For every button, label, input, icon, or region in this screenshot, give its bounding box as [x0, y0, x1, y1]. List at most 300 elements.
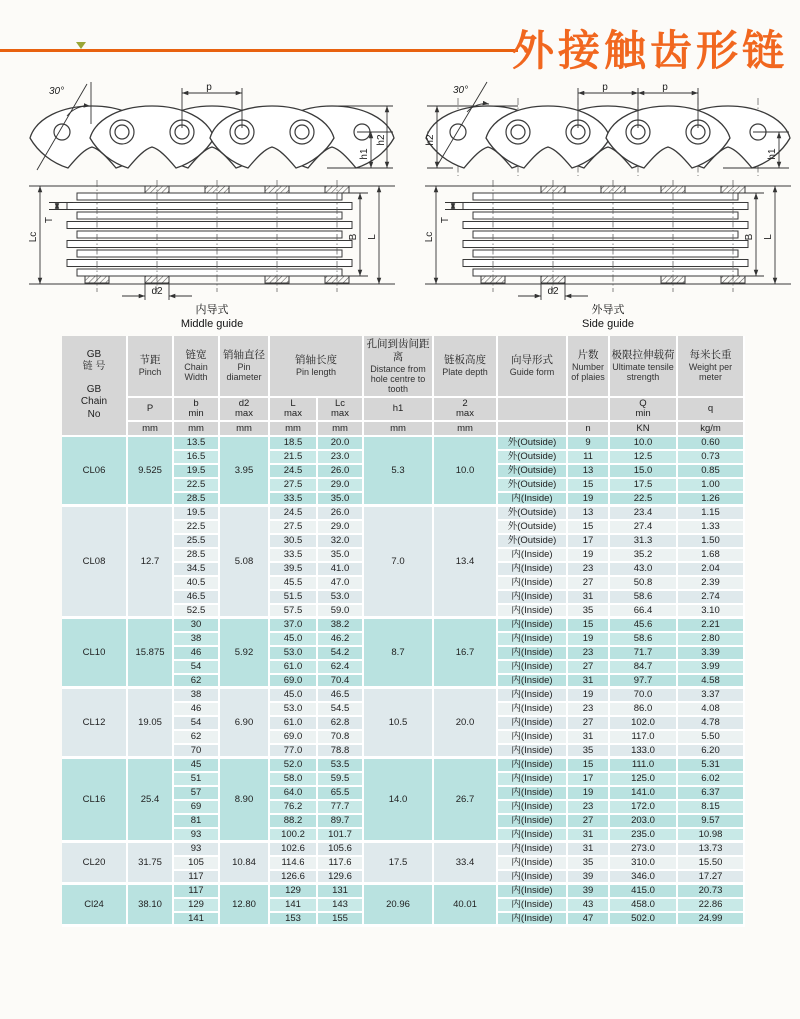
tensile-strength-cell: 58.6: [610, 591, 678, 605]
guide-form-cell: 内(Inside): [498, 563, 568, 577]
caption-en: Side guide: [582, 317, 634, 330]
width-cell: 51: [174, 773, 220, 787]
width-cell: 62: [174, 675, 220, 689]
gb-line: GB: [86, 383, 102, 395]
weight-cell: 2.39: [678, 577, 745, 591]
col-header-strength: 极限拉伸载荷 Ultimate tensile strength: [610, 336, 678, 398]
unit-Lc: mm: [318, 422, 364, 437]
width-cell: 13.5: [174, 437, 220, 451]
pin-diameter-cell: 5.92: [220, 619, 270, 689]
guide-form-cell: 内(Inside): [498, 885, 568, 899]
pin-diameter-cell: 12.80: [220, 885, 270, 927]
pin-length-L-cell: 45.5: [270, 577, 318, 591]
pin-length-Lc-cell: 143: [318, 899, 364, 913]
pin-length-L-cell: 33.5: [270, 549, 318, 563]
width-cell: 93: [174, 829, 220, 843]
weight-cell: 2.80: [678, 633, 745, 647]
weight-cell: 3.99: [678, 661, 745, 675]
weight-cell: 4.08: [678, 703, 745, 717]
tensile-strength-cell: 172.0: [610, 801, 678, 815]
symbol-Lc: Lc max: [318, 398, 364, 422]
width-cell: 141: [174, 913, 220, 927]
pin-length-L-cell: 141: [270, 899, 318, 913]
pin-length-L-cell: 69.0: [270, 731, 318, 745]
plate-count-cell: 35: [568, 745, 610, 759]
weight-cell: 3.39: [678, 647, 745, 661]
pin-length-L-cell: 126.6: [270, 871, 318, 885]
guide-form-cell: 内(Inside): [498, 605, 568, 619]
pin-length-Lc-cell: 53.0: [318, 591, 364, 605]
symbol-plate-depth: 2 max: [434, 398, 498, 422]
pin-length-Lc-cell: 131: [318, 885, 364, 899]
tensile-strength-cell: 235.0: [610, 829, 678, 843]
symbol-L: L max: [270, 398, 318, 422]
tensile-strength-cell: 12.5: [610, 451, 678, 465]
pin-length-Lc-cell: 117.6: [318, 857, 364, 871]
chain-spec-table: [62, 336, 745, 927]
width-cell: 30: [174, 619, 220, 633]
unit-strength: KN: [610, 422, 678, 437]
plate-count-cell: 11: [568, 451, 610, 465]
pin-length-Lc-cell: 70.8: [318, 731, 364, 745]
width-cell: 38: [174, 689, 220, 703]
tensile-strength-cell: 84.7: [610, 661, 678, 675]
pin-diameter-cell: 5.08: [220, 507, 270, 619]
plate-depth-cell: 20.0: [434, 689, 498, 759]
pin-length-L-cell: 61.0: [270, 661, 318, 675]
pin-length-L-cell: 88.2: [270, 815, 318, 829]
symbol-weight: q: [678, 398, 745, 422]
plate-count-cell: 9: [568, 437, 610, 451]
weight-cell: 22.86: [678, 899, 745, 913]
guide-form-cell: 内(Inside): [498, 871, 568, 885]
tensile-strength-cell: 70.0: [610, 689, 678, 703]
plate-count-cell: 19: [568, 689, 610, 703]
pin-length-L-cell: 18.5: [270, 437, 318, 451]
symbol-pin-diameter: d2 max: [220, 398, 270, 422]
weight-cell: 17.27: [678, 871, 745, 885]
h1-cell: 14.0: [364, 759, 434, 843]
pin-length-Lc-cell: 20.0: [318, 437, 364, 451]
guide-form-cell: 内(Inside): [498, 913, 568, 927]
pin-length-L-cell: 27.5: [270, 521, 318, 535]
pin-length-L-cell: 153: [270, 913, 318, 927]
pin-length-L-cell: 30.5: [270, 535, 318, 549]
weight-cell: 0.73: [678, 451, 745, 465]
guide-form-cell: 内(Inside): [498, 619, 568, 633]
chain-profile-drawing-left: [26, 80, 398, 180]
guide-form-cell: 外(Outside): [498, 437, 568, 451]
pin-length-L-cell: 52.0: [270, 759, 318, 773]
pin-length-L-cell: 100.2: [270, 829, 318, 843]
pin-length-Lc-cell: 78.8: [318, 745, 364, 759]
table-header: [62, 336, 745, 437]
dim-l-label: L: [763, 234, 774, 240]
tensile-strength-cell: 15.0: [610, 465, 678, 479]
chain-no-cell: CL10: [62, 619, 128, 689]
symbol-width: b min: [174, 398, 220, 422]
pitch-cell: 12.7: [128, 507, 174, 619]
weight-cell: 15.50: [678, 857, 745, 871]
plate-count-cell: 19: [568, 633, 610, 647]
plate-count-cell: 27: [568, 717, 610, 731]
plate-count-cell: 19: [568, 787, 610, 801]
col-header-gb: [62, 336, 128, 437]
diagram-middle-guide: [26, 80, 398, 332]
guide-form-cell: 内(Inside): [498, 675, 568, 689]
unit-weight: kg/m: [678, 422, 745, 437]
plate-count-cell: 47: [568, 913, 610, 927]
table-row: [62, 759, 745, 773]
width-cell: 54: [174, 661, 220, 675]
tensile-strength-cell: 203.0: [610, 815, 678, 829]
caption-middle-guide: [26, 304, 398, 332]
pin-length-Lc-cell: 29.0: [318, 479, 364, 493]
width-cell: 40.5: [174, 577, 220, 591]
pitch-cell: 25.4: [128, 759, 174, 843]
plate-count-cell: 23: [568, 563, 610, 577]
plate-count-cell: 31: [568, 829, 610, 843]
tensile-strength-cell: 415.0: [610, 885, 678, 899]
plate-count-cell: 35: [568, 605, 610, 619]
weight-cell: 20.73: [678, 885, 745, 899]
pin-length-Lc-cell: 35.0: [318, 493, 364, 507]
pin-length-L-cell: 57.5: [270, 605, 318, 619]
pin-diameter-cell: 3.95: [220, 437, 270, 507]
h1-cell: 20.96: [364, 885, 434, 927]
pin-length-Lc-cell: 89.7: [318, 815, 364, 829]
table-row: [62, 689, 745, 703]
pin-length-Lc-cell: 46.5: [318, 689, 364, 703]
pitch-cell: 19.05: [128, 689, 174, 759]
pin-length-L-cell: 33.5: [270, 493, 318, 507]
width-cell: 57: [174, 787, 220, 801]
caption-side-guide: [422, 304, 794, 332]
plate-count-cell: 15: [568, 521, 610, 535]
col-header-guide-form: 向导形式 Guide form: [498, 336, 568, 398]
dim-p-label: p: [662, 82, 668, 93]
plate-count-cell: 23: [568, 801, 610, 815]
spec-table-section: [0, 332, 800, 927]
table-row: [62, 437, 745, 451]
width-cell: 105: [174, 857, 220, 871]
pin-length-Lc-cell: 59.0: [318, 605, 364, 619]
pin-diameter-cell: 8.90: [220, 759, 270, 843]
pin-length-L-cell: 61.0: [270, 717, 318, 731]
pitch-cell: 31.75: [128, 843, 174, 885]
width-cell: 38: [174, 633, 220, 647]
small-green-arrow-icon: [76, 42, 86, 49]
pin-length-Lc-cell: 23.0: [318, 451, 364, 465]
plate-count-cell: 27: [568, 661, 610, 675]
tensile-strength-cell: 502.0: [610, 913, 678, 927]
plate-depth-cell: 16.7: [434, 619, 498, 689]
plate-count-cell: 15: [568, 759, 610, 773]
guide-form-cell: 内(Inside): [498, 591, 568, 605]
pin-length-Lc-cell: 46.2: [318, 633, 364, 647]
tensile-strength-cell: 23.4: [610, 507, 678, 521]
weight-cell: 5.50: [678, 731, 745, 745]
dim-h1-label: h1: [767, 148, 778, 160]
width-cell: 70: [174, 745, 220, 759]
tensile-strength-cell: 45.6: [610, 619, 678, 633]
guide-form-cell: 内(Inside): [498, 633, 568, 647]
chain-plan-drawing-right: [422, 180, 794, 302]
gb-line: No: [87, 408, 101, 420]
width-cell: 45: [174, 759, 220, 773]
weight-cell: 1.15: [678, 507, 745, 521]
plate-count-cell: 39: [568, 871, 610, 885]
pin-length-L-cell: 24.5: [270, 465, 318, 479]
plate-count-cell: 31: [568, 675, 610, 689]
width-cell: 16.5: [174, 451, 220, 465]
chain-no-cell: CL06: [62, 437, 128, 507]
chain-profile-drawing-right: [422, 80, 794, 180]
table-row: [62, 507, 745, 521]
tensile-strength-cell: 22.5: [610, 493, 678, 507]
chain-plan-drawing-left: [26, 180, 398, 302]
guide-form-cell: 内(Inside): [498, 787, 568, 801]
col-header-weight: 每米长重 Weight per meter: [678, 336, 745, 398]
chain-no-cell: CL16: [62, 759, 128, 843]
pin-length-Lc-cell: 35.0: [318, 549, 364, 563]
plate-count-cell: 31: [568, 843, 610, 857]
plate-count-cell: 23: [568, 647, 610, 661]
pin-length-L-cell: 45.0: [270, 633, 318, 647]
guide-form-cell: 内(Inside): [498, 577, 568, 591]
unit-plates: n: [568, 422, 610, 437]
tensile-strength-cell: 125.0: [610, 773, 678, 787]
tensile-strength-cell: 117.0: [610, 731, 678, 745]
plate-count-cell: 23: [568, 703, 610, 717]
dim-p-label: p: [206, 82, 212, 93]
weight-cell: 10.98: [678, 829, 745, 843]
weight-cell: 4.58: [678, 675, 745, 689]
weight-cell: 3.37: [678, 689, 745, 703]
col-header-pitch: 节距 Pinch: [128, 336, 174, 398]
dim-d2-label: d2: [547, 286, 559, 297]
unit-h1: mm: [364, 422, 434, 437]
weight-cell: 1.50: [678, 535, 745, 549]
pin-length-Lc-cell: 54.2: [318, 647, 364, 661]
h1-cell: 8.7: [364, 619, 434, 689]
width-cell: 19.5: [174, 507, 220, 521]
guide-form-cell: 外(Outside): [498, 451, 568, 465]
width-cell: 117: [174, 885, 220, 899]
guide-form-cell: 内(Inside): [498, 773, 568, 787]
weight-cell: 1.00: [678, 479, 745, 493]
pin-length-Lc-cell: 62.8: [318, 717, 364, 731]
pin-length-L-cell: 53.0: [270, 703, 318, 717]
plate-count-cell: 35: [568, 857, 610, 871]
pin-diameter-cell: 10.84: [220, 843, 270, 885]
width-cell: 28.5: [174, 493, 220, 507]
guide-form-cell: 外(Outside): [498, 507, 568, 521]
weight-cell: 9.57: [678, 815, 745, 829]
h1-cell: 10.5: [364, 689, 434, 759]
weight-cell: 2.21: [678, 619, 745, 633]
guide-form-cell: 内(Inside): [498, 647, 568, 661]
pin-length-L-cell: 64.0: [270, 787, 318, 801]
plate-count-cell: 17: [568, 535, 610, 549]
pin-length-L-cell: 58.0: [270, 773, 318, 787]
table-row: [62, 843, 745, 857]
page-title: 外接触齿形链: [511, 27, 788, 74]
dim-b-label: B: [744, 233, 755, 241]
tensile-strength-cell: 35.2: [610, 549, 678, 563]
pin-length-L-cell: 39.5: [270, 563, 318, 577]
width-cell: 54: [174, 717, 220, 731]
dim-lc-label: Lc: [28, 231, 39, 243]
tensile-strength-cell: 102.0: [610, 717, 678, 731]
weight-cell: 2.04: [678, 563, 745, 577]
unit-pin-diameter: mm: [220, 422, 270, 437]
tensile-strength-cell: 58.6: [610, 633, 678, 647]
dim-l-label: L: [367, 234, 378, 240]
width-cell: 34.5: [174, 563, 220, 577]
guide-form-cell: 内(Inside): [498, 843, 568, 857]
dim-b-label: B: [348, 233, 359, 241]
pin-length-L-cell: 77.0: [270, 745, 318, 759]
col-header-plate-depth: 链板高度 Plate depth: [434, 336, 498, 398]
unit-width: mm: [174, 422, 220, 437]
plate-count-cell: 17: [568, 773, 610, 787]
plate-count-cell: 31: [568, 731, 610, 745]
plate-count-cell: 15: [568, 479, 610, 493]
pitch-cell: 38.10: [128, 885, 174, 927]
width-cell: 81: [174, 815, 220, 829]
col-header-pin-diameter: 销轴直径 Pin diameter: [220, 336, 270, 398]
symbol-h1: h1: [364, 398, 434, 422]
width-cell: 22.5: [174, 521, 220, 535]
plate-count-cell: 31: [568, 591, 610, 605]
weight-cell: 1.33: [678, 521, 745, 535]
gb-line: Chain: [80, 396, 108, 408]
pin-length-Lc-cell: 59.5: [318, 773, 364, 787]
weight-cell: 6.37: [678, 787, 745, 801]
plate-count-cell: 13: [568, 507, 610, 521]
pin-length-Lc-cell: 77.7: [318, 801, 364, 815]
pin-length-Lc-cell: 38.2: [318, 619, 364, 633]
guide-form-cell: 内(Inside): [498, 759, 568, 773]
pin-length-L-cell: 45.0: [270, 689, 318, 703]
tensile-strength-cell: 111.0: [610, 759, 678, 773]
dim-angle-label: 30°: [453, 85, 469, 96]
weight-cell: 0.85: [678, 465, 745, 479]
weight-cell: 13.73: [678, 843, 745, 857]
guide-form-cell: 内(Inside): [498, 745, 568, 759]
pin-length-L-cell: 76.2: [270, 801, 318, 815]
pin-length-L-cell: 69.0: [270, 675, 318, 689]
tensile-strength-cell: 141.0: [610, 787, 678, 801]
plate-count-cell: 19: [568, 493, 610, 507]
unit-L: mm: [270, 422, 318, 437]
pin-length-L-cell: 53.0: [270, 647, 318, 661]
symbol-plates: [568, 398, 610, 422]
pin-length-Lc-cell: 62.4: [318, 661, 364, 675]
pin-length-Lc-cell: 155: [318, 913, 364, 927]
pitch-cell: 15.875: [128, 619, 174, 689]
pin-length-L-cell: 37.0: [270, 619, 318, 633]
plate-count-cell: 39: [568, 885, 610, 899]
weight-cell: 6.02: [678, 773, 745, 787]
pin-length-Lc-cell: 105.6: [318, 843, 364, 857]
weight-cell: 5.31: [678, 759, 745, 773]
chain-no-cell: CL20: [62, 843, 128, 885]
weight-cell: 3.10: [678, 605, 745, 619]
table-row: [62, 885, 745, 899]
width-cell: 129: [174, 899, 220, 913]
pin-length-Lc-cell: 53.5: [318, 759, 364, 773]
pin-length-L-cell: 24.5: [270, 507, 318, 521]
gb-line: GB: [86, 348, 102, 360]
guide-form-cell: 外(Outside): [498, 465, 568, 479]
plate-count-cell: 19: [568, 549, 610, 563]
plate-count-cell: 27: [568, 577, 610, 591]
page-header: [0, 0, 800, 78]
pin-length-Lc-cell: 70.4: [318, 675, 364, 689]
pin-length-Lc-cell: 47.0: [318, 577, 364, 591]
width-cell: 117: [174, 871, 220, 885]
tensile-strength-cell: 71.7: [610, 647, 678, 661]
symbol-pitch: P: [128, 398, 174, 422]
table-row: [62, 619, 745, 633]
tensile-strength-cell: 10.0: [610, 437, 678, 451]
weight-cell: 8.15: [678, 801, 745, 815]
tensile-strength-cell: 27.4: [610, 521, 678, 535]
dim-h2-label: h2: [376, 134, 387, 146]
pin-length-Lc-cell: 32.0: [318, 535, 364, 549]
weight-cell: 1.68: [678, 549, 745, 563]
tensile-strength-cell: 86.0: [610, 703, 678, 717]
pin-length-Lc-cell: 29.0: [318, 521, 364, 535]
width-cell: 28.5: [174, 549, 220, 563]
pin-length-L-cell: 21.5: [270, 451, 318, 465]
diagram-section: [0, 78, 800, 332]
guide-form-cell: 内(Inside): [498, 493, 568, 507]
symbol-strength: Q min: [610, 398, 678, 422]
guide-form-cell: 内(Inside): [498, 857, 568, 871]
dim-lc-label: Lc: [424, 231, 435, 243]
pin-length-L-cell: 114.6: [270, 857, 318, 871]
col-header-h1: 孔间到齿间距离 Distance from hole centre to tooth: [364, 336, 434, 398]
dim-t-label: T: [440, 216, 451, 224]
plate-depth-cell: 26.7: [434, 759, 498, 843]
unit-pitch: mm: [128, 422, 174, 437]
guide-form-cell: 内(Inside): [498, 815, 568, 829]
width-cell: 46: [174, 703, 220, 717]
guide-form-cell: 内(Inside): [498, 731, 568, 745]
width-cell: 25.5: [174, 535, 220, 549]
width-cell: 19.5: [174, 465, 220, 479]
h1-cell: 17.5: [364, 843, 434, 885]
plate-count-cell: 13: [568, 465, 610, 479]
width-cell: 52.5: [174, 605, 220, 619]
pin-length-Lc-cell: 65.5: [318, 787, 364, 801]
tensile-strength-cell: 43.0: [610, 563, 678, 577]
gb-line: 链 号: [82, 361, 106, 373]
plate-depth-cell: 33.4: [434, 843, 498, 885]
pin-length-L-cell: 51.5: [270, 591, 318, 605]
h1-cell: 5.3: [364, 437, 434, 507]
h1-cell: 7.0: [364, 507, 434, 619]
width-cell: 46: [174, 647, 220, 661]
unit-guide: [498, 422, 568, 437]
tensile-strength-cell: 310.0: [610, 857, 678, 871]
tensile-strength-cell: 133.0: [610, 745, 678, 759]
caption-zh: 内导式: [195, 304, 229, 316]
diagram-side-guide: [422, 80, 794, 332]
